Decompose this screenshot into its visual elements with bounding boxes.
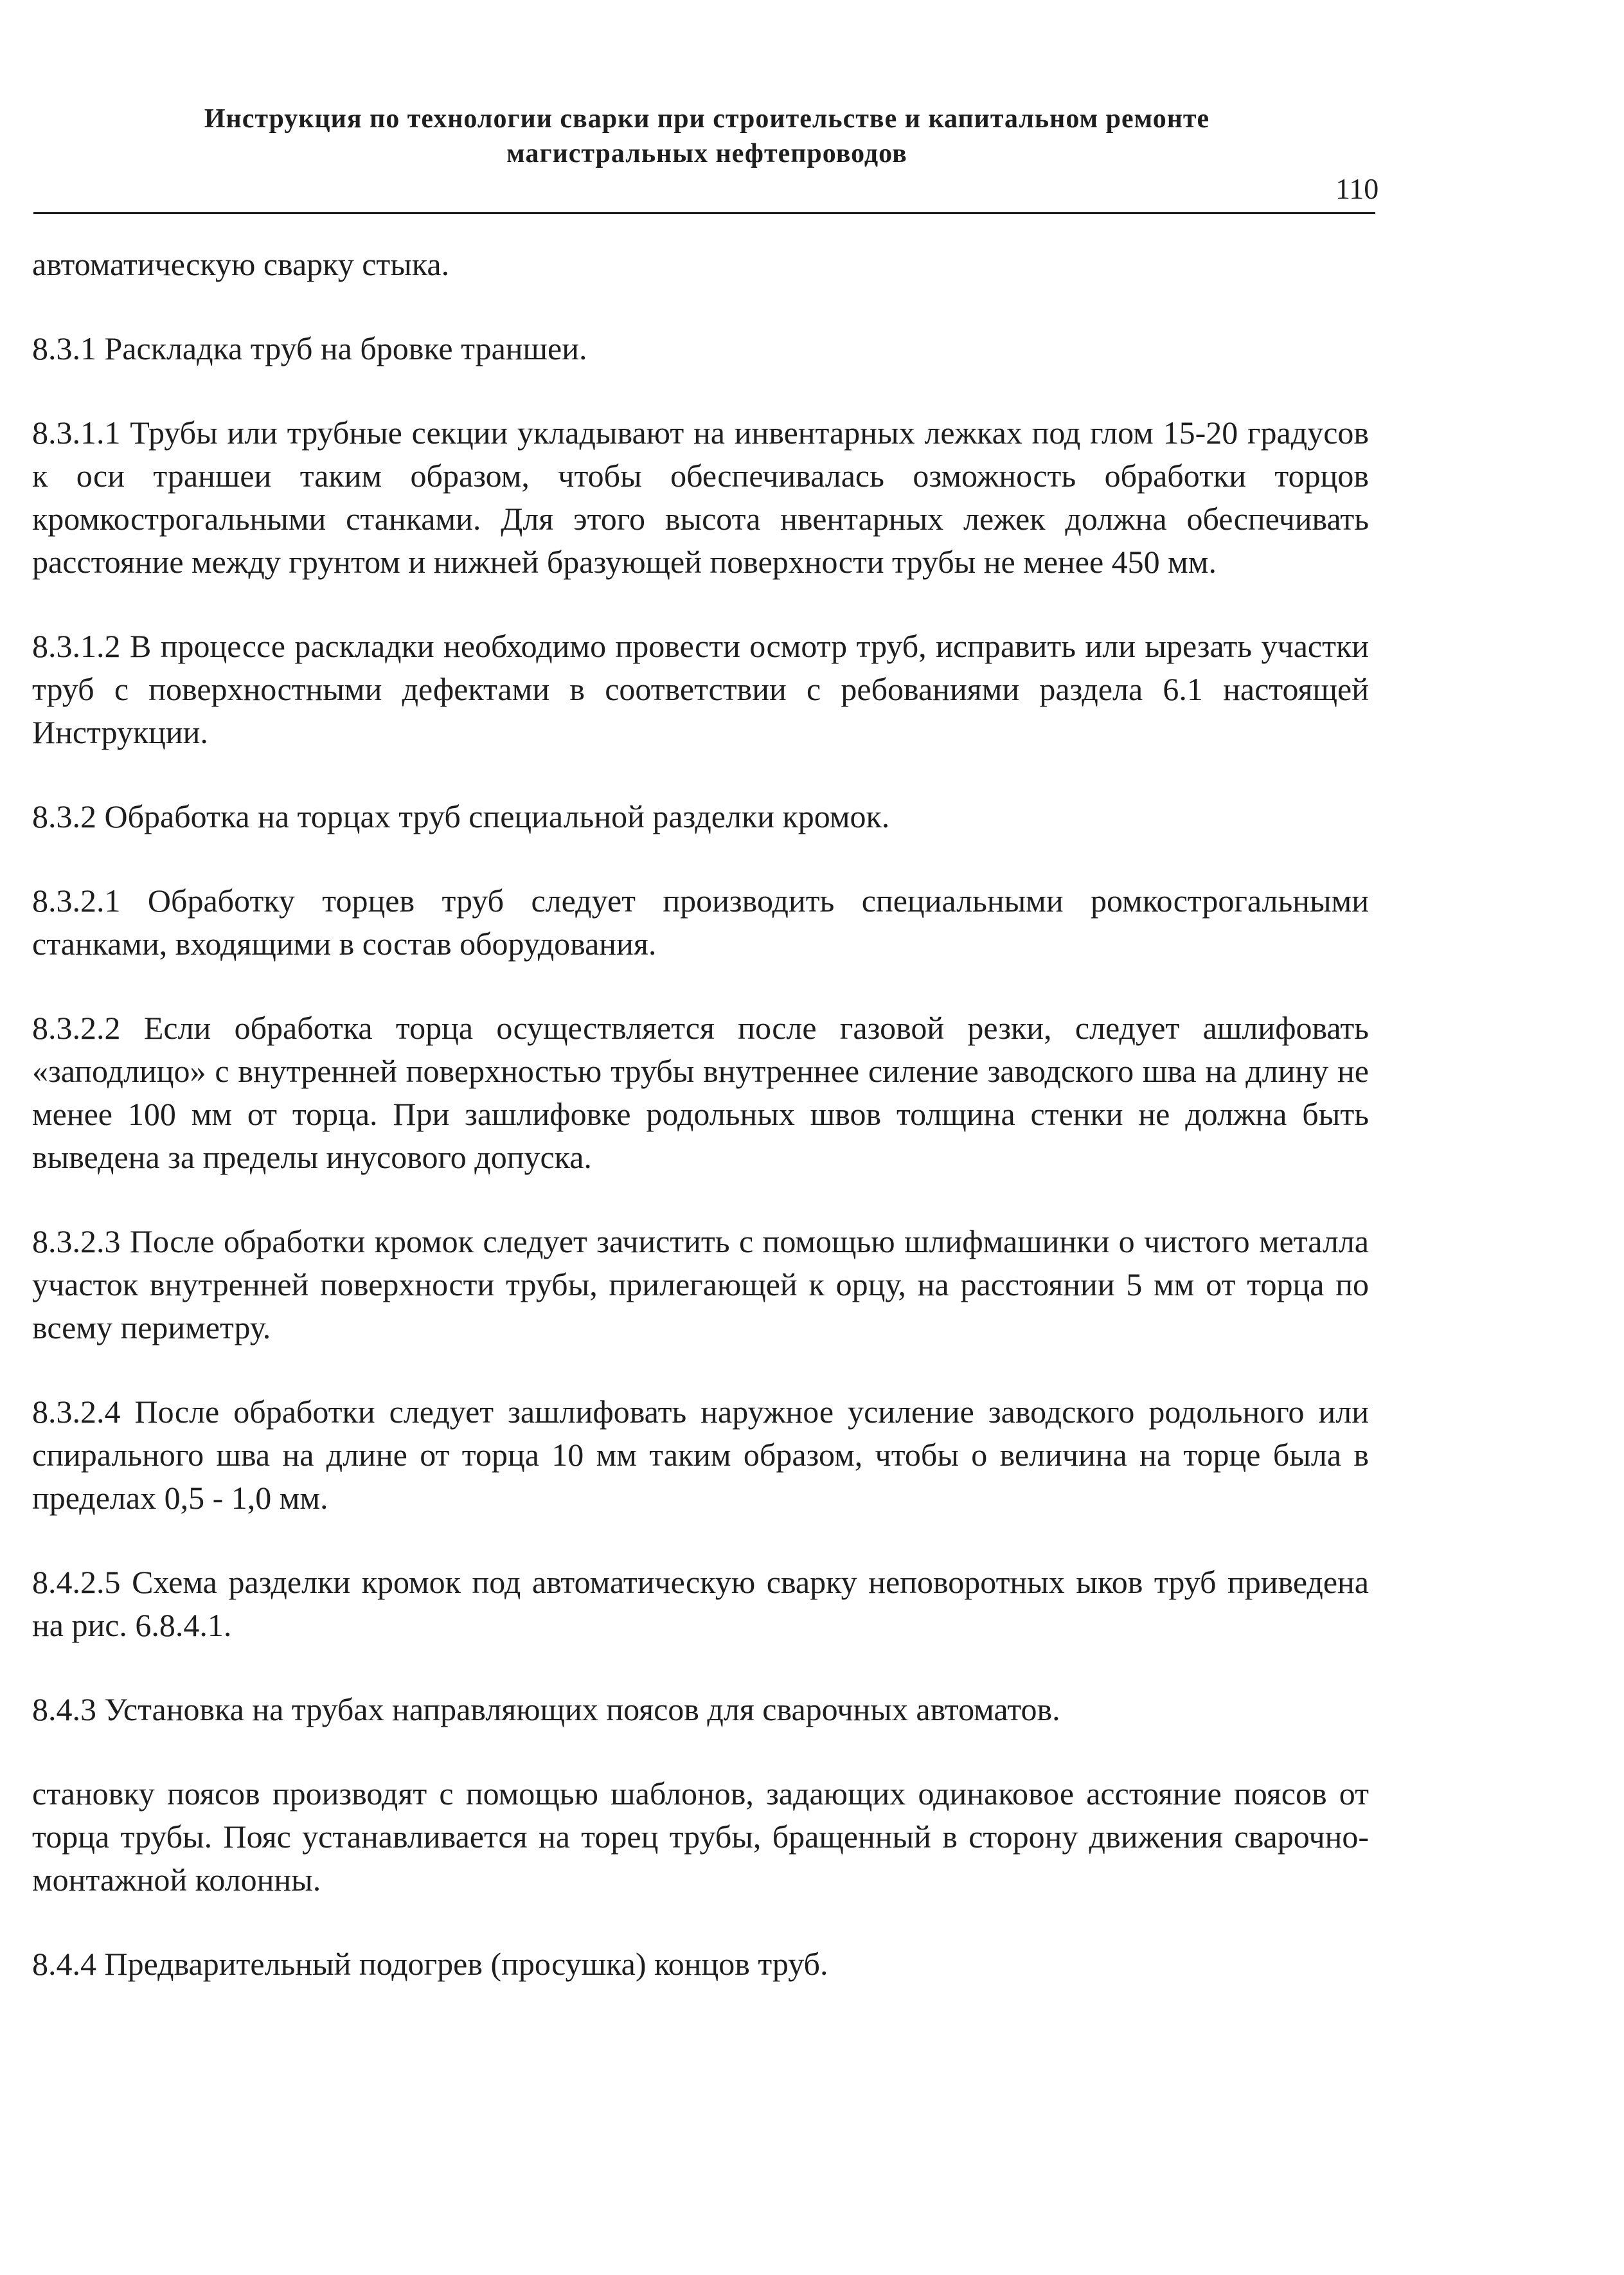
paragraph-continuation: автоматическую сварку стыка.	[32, 246, 450, 282]
paragraph-belts-installation: становку поясов производят с помощью шаблонов, задающих одинаковое асстояние поясов от торца трубы. Пояс устанавливается на торец трубы, бращенный в сторону движения сварочно-монтажной колонны.	[32, 1776, 1369, 1898]
paragraph-8-3-2-4: 8.3.2.4 После обработки следует зашлифовать наружное усиление заводского родольного или спирального шва на длине от торца 10 мм таким образом, чтобы о величина на торце была в пределах 0,5 - 1,0 мм.	[32, 1394, 1369, 1516]
paragraph-8-3-2-1: 8.3.2.1 Обработку торцев труб следует производить специальными ромкострогальными станками, входящими в состав оборудования.	[32, 883, 1369, 962]
paragraph-8-3-1-2: 8.3.1.2 В процессе раскладки необходимо провести осмотр труб, исправить или ырезать участки труб с поверхностными дефектами в соответствии с ребованиями раздела 6.1 настоящей Инструкции.	[32, 628, 1369, 750]
document-body	[32, 243, 1369, 2027]
section-heading-8-4-4: 8.4.4 Предварительный подогрев (просушка) концов труб.	[32, 1946, 828, 1982]
paragraph-8-3-2-3: 8.3.2.3 После обработки кромок следует зачистить с помощью шлифмашинки о чистого металла участок внутренней поверхности трубы, прилегающей к орцу, на расстоянии 5 мм от торца по всему периметру.	[32, 1223, 1369, 1345]
header-title-line-2: магистральных нефтепроводов	[506, 139, 907, 168]
paragraph-8-3-2-2: 8.3.2.2 Если обработка торца осуществляется после газовой резки, следует ашлифовать «заподлицо» с внутренней поверхностью трубы внутреннее силение заводского шва на длину не менее 100 мм от торца. При зашлифовке родольных швов толщина стенки не должна быть выведена за пределы инусового допуска.	[32, 1010, 1369, 1175]
page-header	[64, 102, 1350, 171]
paragraph-8-4-2-5: 8.4.2.5 Схема разделки кромок под автоматическую сварку неповоротных ыков труб приведена на рис. 6.8.4.1.	[32, 1564, 1369, 1643]
section-heading-8-3-2: 8.3.2 Обработка на торцах труб специальной разделки кромок.	[32, 798, 890, 834]
section-heading-8-3-1: 8.3.1 Раскладка труб на бровке траншеи.	[32, 330, 587, 366]
section-heading-8-4-3: 8.4.3 Установка на трубах направляющих поясов для сварочных автоматов.	[32, 1691, 1060, 1727]
header-title-line-1: Инструкция по технологии сварки при строительстве и капитальном ремонте	[204, 104, 1210, 134]
header-divider	[33, 212, 1375, 214]
page-number: 110	[1335, 172, 1379, 205]
paragraph-8-3-1-1: 8.3.1.1 Трубы или трубные секции укладывают на инвентарных лежках под глом 15-20 градусов к оси траншеи таким образом, чтобы обеспечивалась озможность обработки торцов кромкострогальными станками. Для этого высота нвентарных лежек должна обеспечивать расстояние между грунтом и нижней бразующей поверхности трубы не менее 450 мм.	[32, 415, 1369, 580]
